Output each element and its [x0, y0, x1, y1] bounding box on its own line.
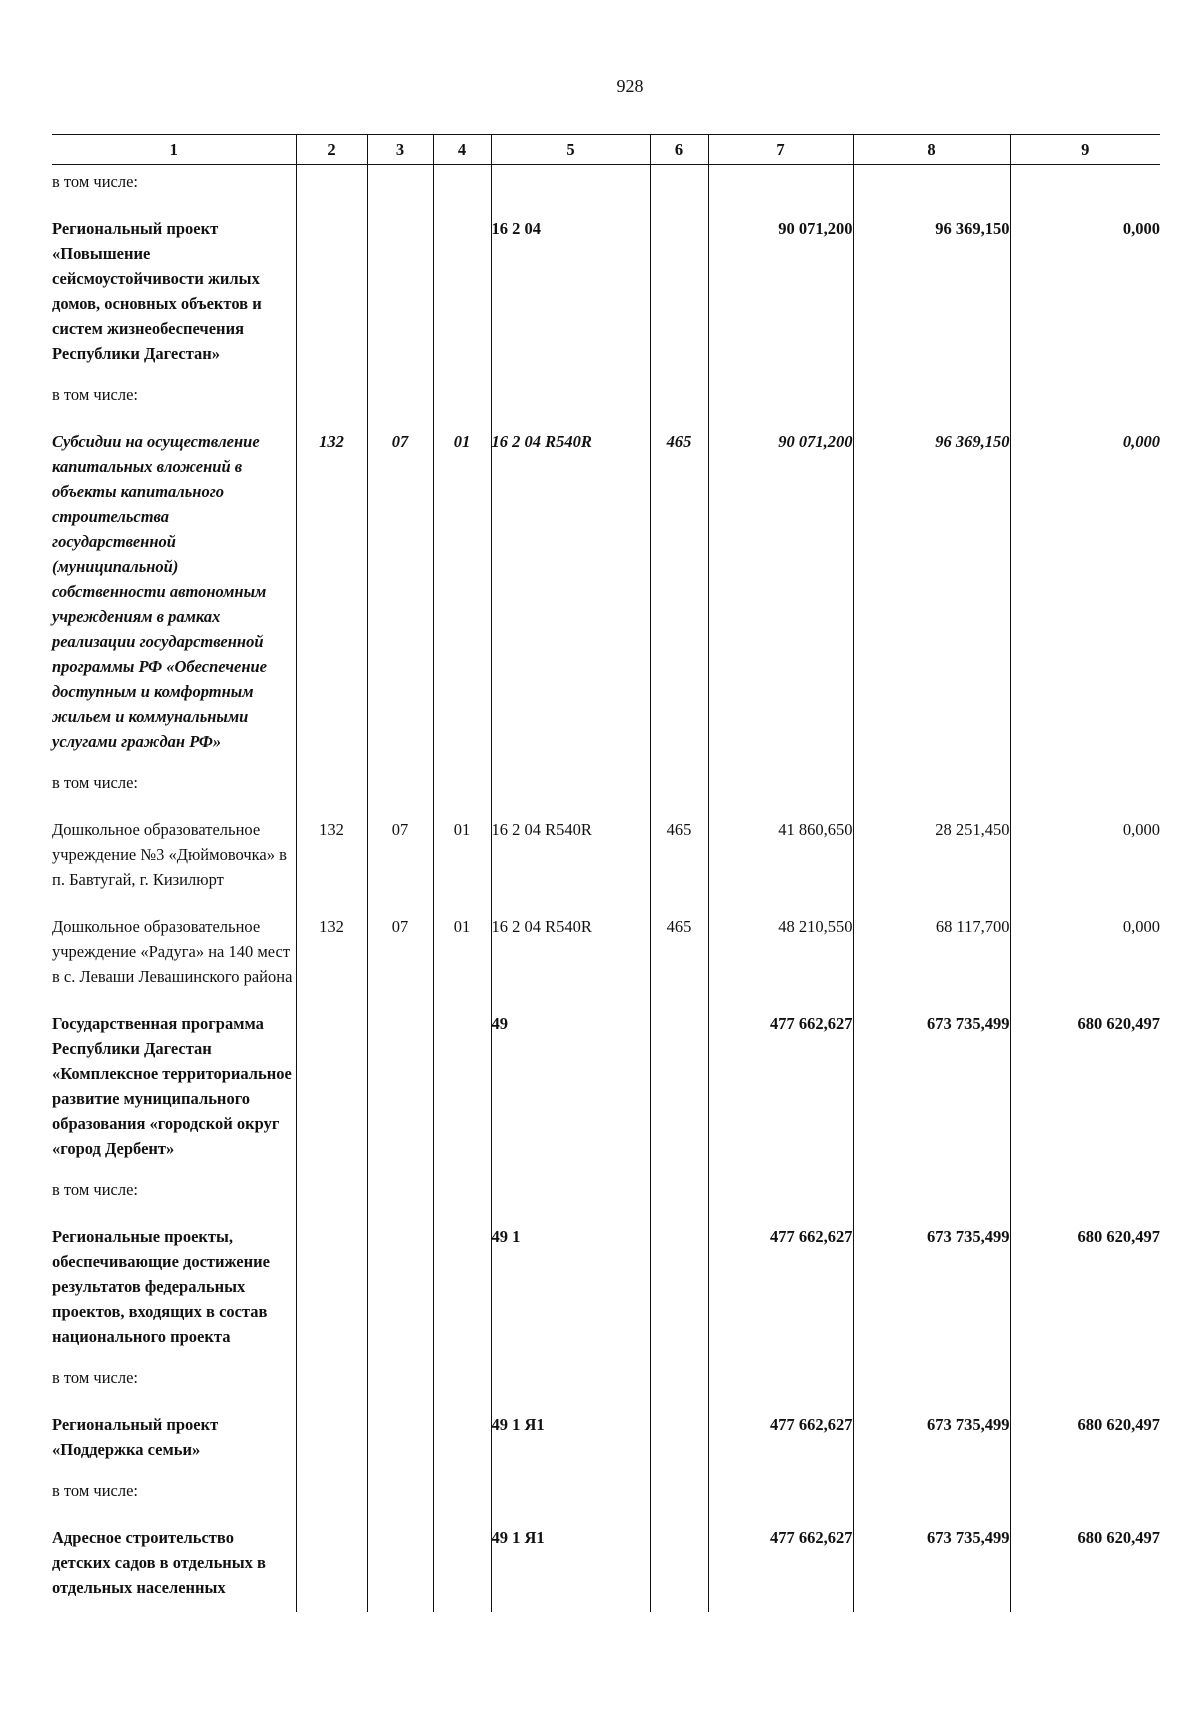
- row-col-8: [853, 1173, 1010, 1214]
- row-col-9: 0,000: [1010, 419, 1160, 766]
- row-col-9: 0,000: [1010, 206, 1160, 378]
- row-col-4: 01: [433, 904, 491, 1001]
- row-col-6: [650, 1361, 708, 1402]
- row-col-4: [433, 1361, 491, 1402]
- col-header-2: 2: [296, 135, 367, 165]
- row-col-2: 132: [296, 807, 367, 904]
- row-col-3: [367, 766, 433, 807]
- row-col-7: [708, 1361, 853, 1402]
- row-col-3: [367, 1173, 433, 1214]
- row-col-5: 49 1 Я1: [491, 1402, 650, 1474]
- table-row: [52, 206, 1160, 378]
- row-col-2: [296, 1515, 367, 1612]
- row-name: в том числе:: [52, 1361, 296, 1402]
- row-col-5: 49: [491, 1001, 650, 1173]
- row-name: Дошкольное образовательное учреждение №3 «Дюймовочка» в п. Бавтугай, г. Кизилюрт: [52, 807, 296, 904]
- row-name: в том числе:: [52, 165, 296, 207]
- row-col-3: [367, 1474, 433, 1515]
- table-row: [52, 1214, 1160, 1361]
- row-col-2: [296, 378, 367, 419]
- row-col-7: [708, 1474, 853, 1515]
- row-col-8: [853, 165, 1010, 207]
- row-col-3: 07: [367, 904, 433, 1001]
- row-col-6: [650, 1474, 708, 1515]
- row-col-4: 01: [433, 419, 491, 766]
- table-row: [52, 419, 1160, 766]
- row-col-9: 680 620,497: [1010, 1214, 1160, 1361]
- row-col-6: [650, 1402, 708, 1474]
- row-col-2: [296, 1214, 367, 1361]
- col-header-8: 8: [853, 135, 1010, 165]
- row-col-2: [296, 165, 367, 207]
- row-col-2: [296, 1361, 367, 1402]
- row-col-7: [708, 165, 853, 207]
- row-col-6: [650, 1515, 708, 1612]
- row-name: Региональный проект «Поддержка семьи»: [52, 1402, 296, 1474]
- row-col-7: 477 662,627: [708, 1214, 853, 1361]
- row-col-6: 465: [650, 419, 708, 766]
- row-col-9: [1010, 165, 1160, 207]
- row-col-2: [296, 1001, 367, 1173]
- row-col-6: [650, 1001, 708, 1173]
- row-name: в том числе:: [52, 378, 296, 419]
- row-col-8: 28 251,450: [853, 807, 1010, 904]
- row-col-9: 680 620,497: [1010, 1515, 1160, 1612]
- row-col-8: 96 369,150: [853, 206, 1010, 378]
- budget-table: [52, 134, 1160, 1612]
- row-col-6: 465: [650, 904, 708, 1001]
- row-col-7: 41 860,650: [708, 807, 853, 904]
- row-name: Региональные проекты, обеспечивающие достижение результатов федеральных проектов, входящих в состав национального проекта: [52, 1214, 296, 1361]
- row-col-8: 96 369,150: [853, 419, 1010, 766]
- row-col-9: 0,000: [1010, 807, 1160, 904]
- row-col-4: [433, 1214, 491, 1361]
- row-col-4: [433, 1173, 491, 1214]
- table-body: [52, 165, 1160, 1613]
- table-row: [52, 1515, 1160, 1612]
- col-header-9: 9: [1010, 135, 1160, 165]
- row-col-8: 68 117,700: [853, 904, 1010, 1001]
- row-col-6: [650, 1214, 708, 1361]
- row-col-9: [1010, 1173, 1160, 1214]
- row-col-7: 477 662,627: [708, 1402, 853, 1474]
- row-col-7: 48 210,550: [708, 904, 853, 1001]
- row-col-3: [367, 206, 433, 378]
- row-col-6: [650, 766, 708, 807]
- row-col-4: [433, 1515, 491, 1612]
- row-name: Дошкольное образовательное учреждение «Радуга» на 140 мест в с. Леваши Левашинского района: [52, 904, 296, 1001]
- row-col-3: [367, 1402, 433, 1474]
- row-col-8: 673 735,499: [853, 1214, 1010, 1361]
- row-col-4: [433, 1001, 491, 1173]
- row-col-7: 90 071,200: [708, 419, 853, 766]
- row-col-2: [296, 1474, 367, 1515]
- table-row: [52, 807, 1160, 904]
- row-col-5: [491, 1361, 650, 1402]
- col-header-5: 5: [491, 135, 650, 165]
- row-col-4: 01: [433, 807, 491, 904]
- row-col-4: [433, 378, 491, 419]
- row-col-4: [433, 206, 491, 378]
- row-col-8: [853, 1361, 1010, 1402]
- col-header-6: 6: [650, 135, 708, 165]
- row-col-6: [650, 165, 708, 207]
- row-col-3: 07: [367, 807, 433, 904]
- row-col-5: [491, 766, 650, 807]
- row-name: Адресное строительство детских садов в отдельных в отдельных населенных: [52, 1515, 296, 1612]
- row-col-9: [1010, 378, 1160, 419]
- row-col-7: 477 662,627: [708, 1001, 853, 1173]
- row-col-9: 0,000: [1010, 904, 1160, 1001]
- row-col-9: [1010, 766, 1160, 807]
- col-header-3: 3: [367, 135, 433, 165]
- row-col-5: [491, 165, 650, 207]
- row-col-6: [650, 1173, 708, 1214]
- row-col-7: [708, 378, 853, 419]
- row-col-3: [367, 378, 433, 419]
- row-col-2: [296, 1173, 367, 1214]
- table-row: [52, 1001, 1160, 1173]
- row-col-3: [367, 1361, 433, 1402]
- subtotal-caption-row: [52, 1474, 1160, 1515]
- subtotal-caption-row: [52, 766, 1160, 807]
- subtotal-caption-row: [52, 1361, 1160, 1402]
- row-col-3: [367, 1214, 433, 1361]
- row-col-4: [433, 1474, 491, 1515]
- row-name: в том числе:: [52, 1173, 296, 1214]
- row-col-7: [708, 766, 853, 807]
- col-header-7: 7: [708, 135, 853, 165]
- row-col-5: [491, 378, 650, 419]
- row-col-8: 673 735,499: [853, 1515, 1010, 1612]
- row-col-6: [650, 206, 708, 378]
- row-col-7: 90 071,200: [708, 206, 853, 378]
- table-row: [52, 904, 1160, 1001]
- row-col-4: [433, 165, 491, 207]
- row-col-6: 465: [650, 807, 708, 904]
- subtotal-caption-row: [52, 378, 1160, 419]
- row-col-2: [296, 1402, 367, 1474]
- row-col-8: [853, 378, 1010, 419]
- subtotal-caption-row: [52, 1173, 1160, 1214]
- row-col-2: [296, 206, 367, 378]
- row-col-9: 680 620,497: [1010, 1402, 1160, 1474]
- subtotal-caption-row: [52, 165, 1160, 207]
- row-name: Региональный проект «Повышение сейсмоустойчивости жилых домов, основных объектов и систем жизнеобеспечения Республики Дагестан»: [52, 206, 296, 378]
- row-col-7: [708, 1173, 853, 1214]
- header-row: [52, 135, 1160, 165]
- row-col-5: 16 2 04 R540R: [491, 807, 650, 904]
- row-col-8: [853, 1474, 1010, 1515]
- row-col-3: [367, 165, 433, 207]
- row-col-2: [296, 766, 367, 807]
- row-col-5: 49 1: [491, 1214, 650, 1361]
- row-col-5: 16 2 04: [491, 206, 650, 378]
- row-col-6: [650, 378, 708, 419]
- row-col-9: 680 620,497: [1010, 1001, 1160, 1173]
- row-name: в том числе:: [52, 1474, 296, 1515]
- row-col-2: 132: [296, 904, 367, 1001]
- col-header-1: 1: [52, 135, 296, 165]
- row-col-5: 16 2 04 R540R: [491, 419, 650, 766]
- row-col-8: 673 735,499: [853, 1001, 1010, 1173]
- row-col-3: [367, 1001, 433, 1173]
- row-name: в том числе:: [52, 766, 296, 807]
- row-col-9: [1010, 1474, 1160, 1515]
- row-col-5: 49 1 Я1: [491, 1515, 650, 1612]
- row-col-5: 16 2 04 R540R: [491, 904, 650, 1001]
- row-col-5: [491, 1173, 650, 1214]
- row-col-3: [367, 1515, 433, 1612]
- row-name: Субсидии на осуществление капитальных вложений в объекты капитального строительства государственной (муниципальной) собственности автономным учреждениям в рамках реализации государственной программы РФ «Обеспечение доступным и комфортным жильем и коммунальными услугами граждан РФ»: [52, 419, 296, 766]
- row-col-3: 07: [367, 419, 433, 766]
- row-col-9: [1010, 1361, 1160, 1402]
- row-col-2: 132: [296, 419, 367, 766]
- page-number: 928: [616, 76, 644, 96]
- table-row: [52, 1402, 1160, 1474]
- col-header-4: 4: [433, 135, 491, 165]
- row-col-7: 477 662,627: [708, 1515, 853, 1612]
- row-col-4: [433, 766, 491, 807]
- row-col-8: 673 735,499: [853, 1402, 1010, 1474]
- row-name: Государственная программа Республики Дагестан «Комплексное территориальное развитие муниципального образования «городской округ «город Дербент»: [52, 1001, 296, 1173]
- row-col-8: [853, 766, 1010, 807]
- row-col-4: [433, 1402, 491, 1474]
- row-col-5: [491, 1474, 650, 1515]
